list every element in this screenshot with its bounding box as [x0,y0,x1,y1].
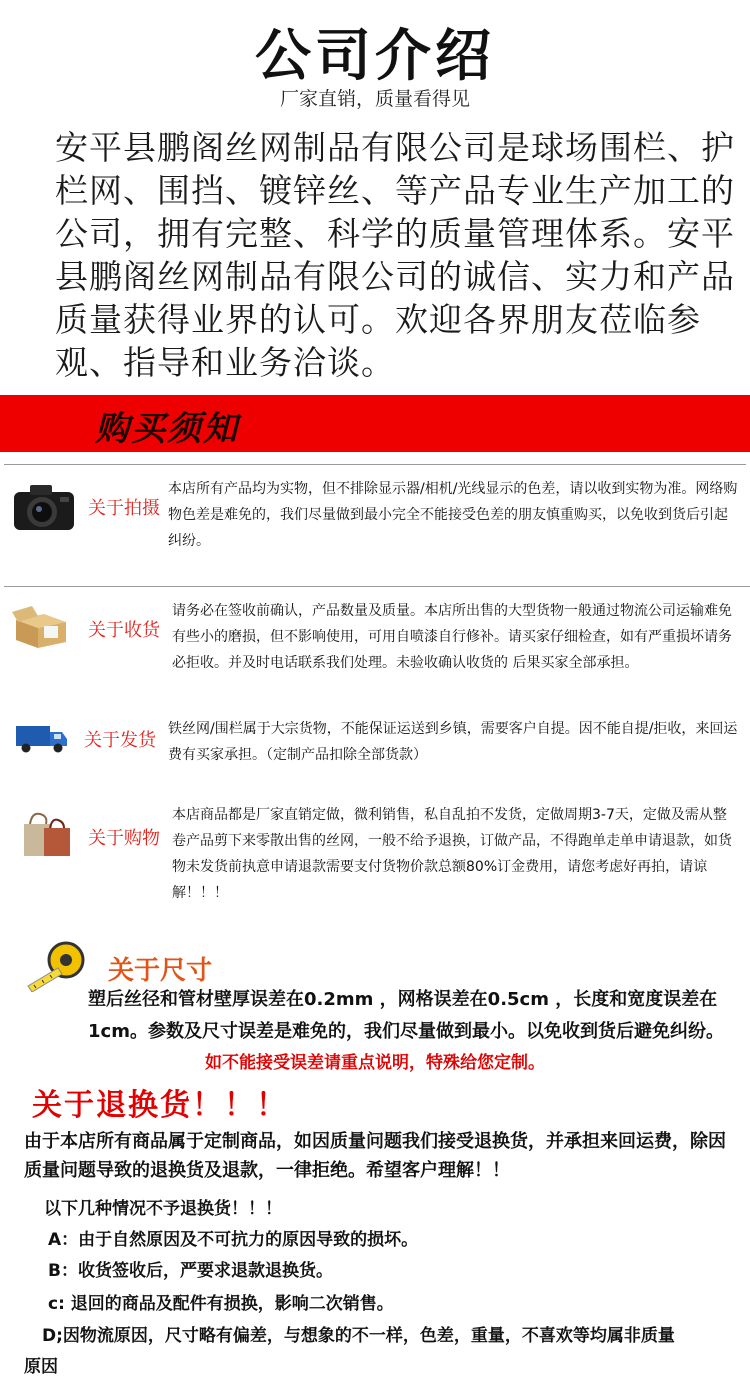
size-title: 关于尺寸 [108,956,213,986]
size-description: 塑后丝径和管材壁厚误差在0.2mm ，网格误差在0.5cm ，长度和宽度误差在1cm。参数及尺寸误差是难免的，我们尽量做到最小。以免收到货后避免纠纷。 [88,989,724,1042]
purchase-notice-banner [0,395,750,452]
returns-item: A：由于自然原因及不可抗力的原因导致的损坏。 [48,1230,419,1250]
notice-label: 关于发货 [84,730,156,751]
shopping-bag-icon [22,810,72,858]
open-box-icon [10,604,70,650]
notice-receiving [0,598,750,698]
returns-item: c: 退回的商品及配件有损换，影响二次销售。 [48,1294,394,1314]
page-title: 公司介绍 [255,24,495,89]
camera-icon [12,482,76,534]
notice-text: 铁丝网/围栏属于大宗货物，不能保证运送到乡镇，需要客户自提。因不能自提/拒收，来回运费有买家承担。（定制产品扣除全部货款） [168,721,738,763]
tape-measure-icon [24,940,90,992]
company-description: 安平县鹏阁丝网制品有限公司是球场围栏、护栏网、围挡、镀锌丝、等产品专业生产加工的公司，拥有完整、科学的质量管理体系。安平县鹏阁丝网制品有限公司的诚信、实力和产品质量获得业界的认可。欢迎各界朋友莅临参观、指导和业务洽谈。 [55,128,735,382]
returns-item: 原因 [24,1357,58,1377]
returns-heading: 以下几种情况不予退换货！！！ [44,1199,282,1219]
divider [4,464,746,465]
notice-shipping [0,714,750,774]
notice-label: 关于购物 [88,828,160,849]
returns-item: B：收货签收后，严要求退款退换货。 [48,1261,333,1281]
banner-title: 购买须知 [95,409,239,449]
returns-description: 由于本店所有商品属于定制商品，如因质量问题我们接受退换货，并承担来回运费，除因质量问题导致的退换货及退款，一律拒绝。希望客户理解！！ [24,1131,726,1181]
notice-text: 请务必在签收前确认，产品数量及质量。本店所出售的大型货物一般通过物流公司运输难免有些小的磨损，但不影响使用，可用自喷漆自行修补。请买家仔细检查，如有严重损坏请务必拒收。并及时电话联系我们处理。未验收确认收货的 后果买家全部承担。 [172,603,732,671]
notice-shopping [0,802,750,901]
notice-text: 本店所有产品均为实物，但不排除显示器/相机/光线显示的色差，请以收到实物为准。网络购物色差是难免的，我们尽量做到最小完全不能接受色差的朋友慎重购买，以免收到货后引起纠纷。 [168,481,738,549]
notice-photography [0,476,750,582]
truck-icon [16,724,68,754]
notice-label: 关于拍摄 [88,498,160,519]
divider [4,586,750,587]
returns-item: D;因物流原因，尺寸略有偏差，与想象的不一样，色差，重量，不喜欢等均属非质量 [42,1326,675,1346]
notice-text: 本店商品都是厂家直销定做，微利销售，私自乱拍不发货，定做周期3-7天，定做及需从整卷产品剪下来零散出售的丝网，一般不给予退换，订做产品，不得跑单走单申请退款，如货物未发货前执意申请退款需要支付货物价款总额80%订金费用，请您考虑好再拍，请谅解！！！ [172,807,732,901]
notice-label: 关于收货 [88,620,160,641]
returns-title: 关于退换货！！！ [32,1088,288,1123]
page-subtitle: 厂家直销，质量看得见 [279,88,470,110]
size-note: 如不能接受误差请重点说明，特殊给您定制。 [205,1053,545,1073]
